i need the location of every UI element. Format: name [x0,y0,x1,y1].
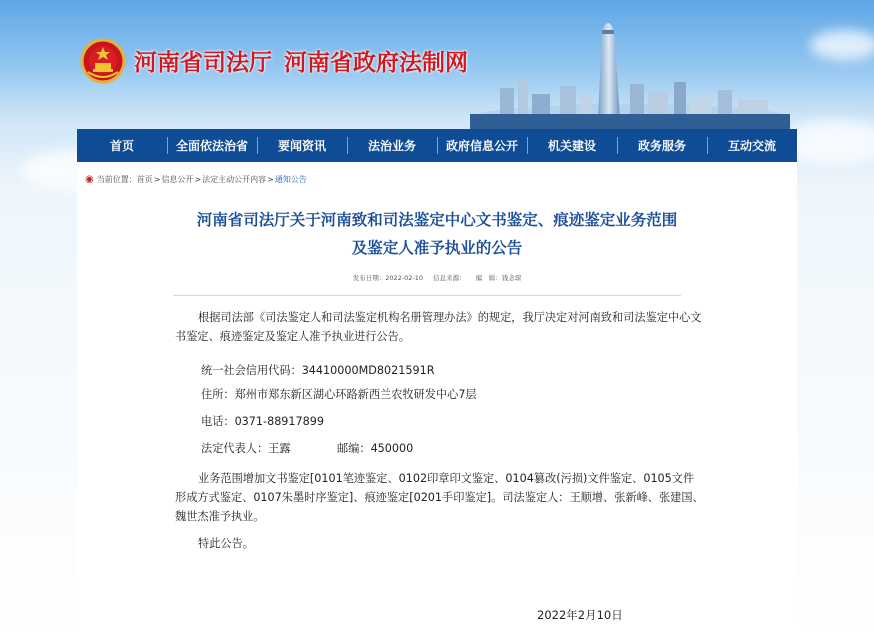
breadcrumb-home[interactable]: 首页 [136,175,153,184]
nav-item-home[interactable]: 首页 [109,139,134,153]
nav-item-interaction[interactable]: 互动交流 [707,129,797,162]
article-meta [77,273,797,282]
breadcrumb: ◉ 当前位置： 首页 > 信息公开 > 法定主动公开内容 > 通知公告 [85,174,307,185]
sign-date: 2022年2月10日 [537,608,623,622]
city-skyline-illustration [470,10,790,130]
closing-text: 特此公告。 [198,537,254,550]
breadcrumb-label: 当前位置： [96,175,137,184]
breadcrumb-notices[interactable]: 通知公告 [274,175,307,184]
editor: 编 辑：钱念琛 [475,274,522,282]
paragraph-scope: 业务范围增加文书鉴定[0101笔迹鉴定、0102印章印文鉴定、0104篡改(污损)文件鉴定、0105文件形成方式鉴定、0107朱墨时序鉴定]、痕迹鉴定[0201手印鉴定]。司法鉴定人：王顺增、张新峰、张建国、魏世杰准予执业。 [175,472,704,523]
main-nav [77,129,797,162]
credit-code: 统一社会信用代码：34410000MD8021591R [201,364,435,377]
article-title-line2: 及鉴定人准予执业的公告 [351,239,523,257]
location-pin-icon: ◉ [85,174,94,185]
site-title-part2: 河南省政府法制网 [284,50,468,76]
content-panel [77,162,797,638]
nav-item-news[interactable]: 要闻资讯 [257,129,347,162]
site-title [134,44,480,77]
postcode: 邮编：450000 [337,442,414,455]
nav-item-legal-services[interactable]: 法治业务 [347,129,437,162]
phone: 电话：0371-88917899 [201,415,325,428]
nav-item-rule-of-law[interactable]: 全面依法治省 [167,129,257,162]
article-title [77,206,797,262]
paragraph-intro: 根据司法部《司法鉴定人和司法鉴定机构名册管理办法》的规定，我厅决定对河南致和司法鉴定中心文书鉴定、痕迹鉴定及鉴定人准予执业进行公告。 [175,311,702,343]
breadcrumb-statutory[interactable]: 法定主动公开内容 [202,175,267,184]
breadcrumb-info-public[interactable]: 信息公开 [161,175,194,184]
national-emblem-icon [80,38,126,84]
divider [173,295,681,296]
site-title-part1: 河南省司法厅 [134,50,272,76]
nav-item-gov-info[interactable]: 政府信息公开 [437,129,527,162]
legal-representative: 法定代表人：王露 [201,442,291,455]
nav-item-gov-services[interactable]: 政务服务 [617,129,707,162]
article-body [175,308,705,346]
cloud-decoration [810,30,874,60]
publish-date: 发布日期：2022-02-10 [352,274,424,282]
info-source: 信息来源： [433,274,466,282]
address: 住所：郑州市郑东新区湖心环路新西兰农牧研发中心7层 [201,388,477,401]
article-scope [175,469,705,553]
article-title-line1: 河南省司法厅关于河南致和司法鉴定中心文书鉴定、痕迹鉴定业务范围 [196,211,678,229]
nav-item-org-building[interactable]: 机关建设 [527,129,617,162]
